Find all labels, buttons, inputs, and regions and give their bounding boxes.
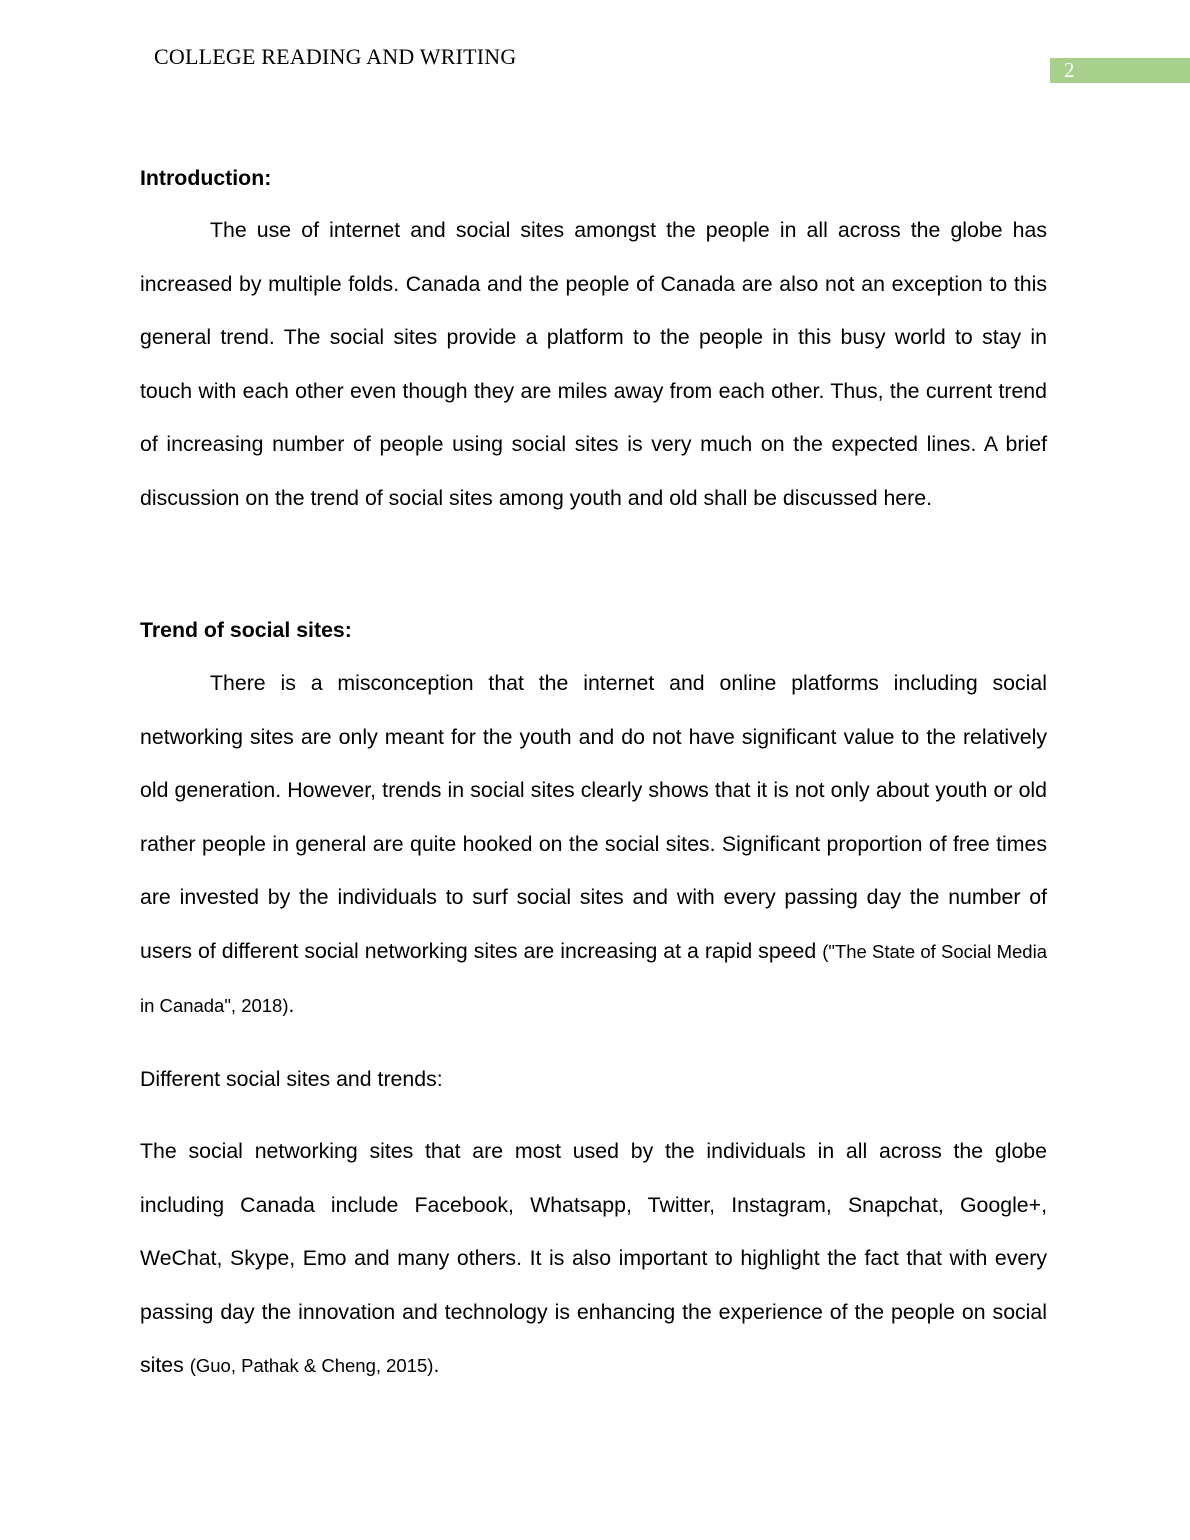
introduction-heading: Introduction: (140, 166, 272, 190)
different-sites-citation: (Guo, Pathak & Cheng, 2015) (189, 1355, 434, 1377)
trend-paragraph (140, 657, 1047, 1032)
page-number-box (1050, 58, 1190, 83)
trend-paragraph-text: There is a misconception that the internet and online platforms including social networking sites are only meant for the youth and do not have significant value to the relatively old generation. However, trends in social sites clearly shows that it is not only about youth or old rather people in general are quite hooked on the social sites. Significant proportion of free times are invested by the individuals to surf social sites and with every passing day the number of users of different social networking sites are increasing at a rapid speed (140, 671, 1047, 963)
trend-citation: ("The State of Social Media in Canada", 2018) (140, 940, 1047, 1016)
different-sites-end-punct: . (433, 1353, 440, 1378)
different-sites-paragraph (140, 1125, 1047, 1393)
introduction-paragraph: The use of internet and social sites amongst the people in all across the globe has increased by multiple folds. Canada and the people of Canada are also not an exception to this general trend. The social sites provide a platform to the people in this busy world to stay in touch with each other even though they are miles away from each other. Thus, the current trend of increasing number of people using social sites is very much on the expected lines. A brief discussion on the trend of social sites among youth and old shall be discussed here. (140, 218, 1047, 510)
different-sites-paragraph-text: The social networking sites that are most used by the individuals in all across the globe including Canada include Facebook, Whatsapp, Twitter, Instagram, Snapchat, Google+, WeChat, Skype, Emo and many others. It is also important to highlight the fact that with every passing day the innovation and technology is enhancing the experience of the people on social sites (140, 1139, 1047, 1378)
trend-heading: Trend of social sites: (140, 618, 352, 642)
trend-end-punct: . (288, 992, 295, 1017)
running-head: COLLEGE READING AND WRITING (154, 44, 517, 69)
different-sites-subheading: Different social sites and trends: (140, 1067, 443, 1091)
page-number: 2 (1064, 58, 1075, 82)
